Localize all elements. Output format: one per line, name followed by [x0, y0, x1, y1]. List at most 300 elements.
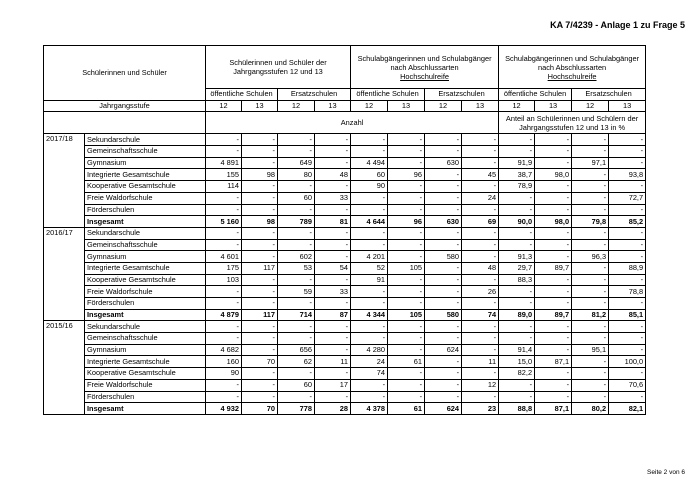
value-cell: -: [242, 333, 278, 345]
value-cell: -: [572, 274, 609, 286]
value-cell: -: [425, 274, 462, 286]
value-cell: 80,2: [572, 403, 609, 415]
value-cell: 175: [206, 262, 242, 274]
value-cell: -: [609, 321, 646, 333]
value-cell: -: [388, 298, 425, 310]
school-type-label: Förderschulen: [85, 204, 206, 216]
school-type-label: Gemeinschaftsschule: [85, 146, 206, 158]
document-reference: KA 7/4239 - Anlage 1 zu Frage 5: [550, 20, 685, 30]
table-row: [44, 146, 646, 158]
value-cell: -: [242, 274, 278, 286]
school-type-label: Sekundarschule: [85, 134, 206, 146]
value-cell: -: [462, 251, 499, 263]
value-cell: -: [462, 391, 499, 403]
table-row: [44, 262, 646, 274]
school-type-label: Insgesamt: [85, 216, 206, 228]
value-cell: -: [535, 321, 572, 333]
value-cell: -: [278, 239, 315, 251]
table-row: [44, 286, 646, 298]
value-cell: -: [425, 391, 462, 403]
value-cell: -: [425, 379, 462, 391]
value-cell: -: [572, 333, 609, 345]
table-row: [44, 169, 646, 181]
header-group-students: Schülerinnen und Schüler der Jahrgangsstufen 12 und 13: [206, 46, 351, 89]
value-cell: -: [462, 274, 499, 286]
header-anzahl: Anzahl: [206, 112, 499, 134]
grade-13: 13: [242, 100, 278, 112]
value-cell: -: [609, 274, 646, 286]
value-cell: 4 378: [351, 403, 388, 415]
value-cell: -: [315, 239, 351, 251]
school-type-label: Insgesamt: [85, 403, 206, 415]
value-cell: -: [609, 251, 646, 263]
value-cell: -: [278, 204, 315, 216]
value-cell: -: [388, 181, 425, 193]
value-cell: 114: [206, 181, 242, 193]
value-cell: -: [535, 192, 572, 204]
header-row-title: Schülerinnen und Schüler: [44, 46, 206, 101]
value-cell: 11: [315, 356, 351, 368]
value-cell: -: [535, 368, 572, 380]
value-cell: -: [242, 368, 278, 380]
value-cell: -: [462, 344, 499, 356]
value-cell: 4 932: [206, 403, 242, 415]
value-cell: -: [388, 321, 425, 333]
header-private-3: Ersatzschulen: [572, 89, 646, 101]
value-cell: -: [278, 321, 315, 333]
value-cell: -: [499, 379, 535, 391]
school-type-label: Gymnasium: [85, 157, 206, 169]
value-cell: -: [206, 333, 242, 345]
value-cell: 80: [278, 169, 315, 181]
year-cell: 2015/16: [44, 321, 85, 415]
value-cell: -: [206, 391, 242, 403]
value-cell: -: [388, 192, 425, 204]
value-cell: 105: [388, 262, 425, 274]
value-cell: -: [609, 227, 646, 239]
value-cell: 4 344: [351, 309, 388, 321]
page-number: Seite 2 von 6: [647, 469, 685, 476]
value-cell: 28: [315, 403, 351, 415]
value-cell: 155: [206, 169, 242, 181]
value-cell: -: [535, 157, 572, 169]
header-group-share-text: Schulabgängerinnen und Schulabgänger nach Abschlussarten: [505, 53, 640, 72]
value-cell: -: [315, 227, 351, 239]
value-cell: -: [499, 321, 535, 333]
value-cell: -: [206, 286, 242, 298]
value-cell: 89,0: [499, 309, 535, 321]
value-cell: -: [572, 204, 609, 216]
value-cell: -: [206, 239, 242, 251]
value-cell: -: [499, 286, 535, 298]
value-cell: 98,0: [535, 216, 572, 228]
value-cell: -: [351, 134, 388, 146]
grade-13: 13: [535, 100, 572, 112]
value-cell: 61: [388, 356, 425, 368]
value-cell: 88,8: [499, 403, 535, 415]
value-cell: 649: [278, 157, 315, 169]
value-cell: -: [535, 227, 572, 239]
value-cell: 81: [315, 216, 351, 228]
value-cell: -: [315, 251, 351, 263]
value-cell: -: [242, 204, 278, 216]
value-cell: 93,8: [609, 169, 646, 181]
value-cell: -: [572, 368, 609, 380]
value-cell: 580: [425, 309, 462, 321]
value-cell: -: [425, 368, 462, 380]
header-private-1: Ersatzschulen: [278, 89, 351, 101]
value-cell: 98,0: [535, 169, 572, 181]
value-cell: 24: [462, 192, 499, 204]
value-cell: -: [351, 298, 388, 310]
value-cell: -: [388, 391, 425, 403]
value-cell: 17: [315, 379, 351, 391]
value-cell: -: [535, 391, 572, 403]
year-cell: 2017/18: [44, 134, 85, 228]
value-cell: -: [242, 134, 278, 146]
value-cell: 4 891: [206, 157, 242, 169]
value-cell: 48: [462, 262, 499, 274]
value-cell: -: [499, 391, 535, 403]
table-row: [44, 204, 646, 216]
school-type-label: Freie Waldorfschule: [85, 379, 206, 391]
value-cell: -: [572, 379, 609, 391]
value-cell: -: [499, 204, 535, 216]
value-cell: -: [572, 239, 609, 251]
value-cell: -: [609, 391, 646, 403]
value-cell: -: [278, 368, 315, 380]
value-cell: -: [206, 134, 242, 146]
value-cell: -: [315, 333, 351, 345]
value-cell: -: [425, 321, 462, 333]
value-cell: -: [425, 356, 462, 368]
value-cell: -: [351, 204, 388, 216]
value-cell: 79,8: [572, 216, 609, 228]
value-cell: -: [351, 321, 388, 333]
value-cell: 95,1: [572, 344, 609, 356]
school-type-label: Integrierte Gesamtschule: [85, 169, 206, 181]
value-cell: -: [351, 192, 388, 204]
value-cell: 91: [351, 274, 388, 286]
value-cell: 53: [278, 262, 315, 274]
total-row: [44, 309, 646, 321]
value-cell: -: [315, 298, 351, 310]
value-cell: -: [206, 146, 242, 158]
grade-12: 12: [425, 100, 462, 112]
header-anteil: Anteil an Schülerinnen und Schülern der Jahrgangsstufen 12 und 13 in %: [499, 112, 646, 134]
school-type-label: Freie Waldorfschule: [85, 286, 206, 298]
value-cell: -: [388, 227, 425, 239]
value-cell: -: [242, 192, 278, 204]
value-cell: -: [499, 333, 535, 345]
table-row: [44, 274, 646, 286]
value-cell: 90: [351, 181, 388, 193]
value-cell: -: [609, 239, 646, 251]
table-row: [44, 157, 646, 169]
value-cell: 85,1: [609, 309, 646, 321]
value-cell: -: [278, 298, 315, 310]
grade-13: 13: [462, 100, 499, 112]
value-cell: -: [462, 181, 499, 193]
value-cell: -: [572, 181, 609, 193]
value-cell: -: [425, 286, 462, 298]
value-cell: -: [425, 204, 462, 216]
school-type-label: Gemeinschaftsschule: [85, 333, 206, 345]
value-cell: -: [572, 298, 609, 310]
value-cell: 74: [351, 368, 388, 380]
value-cell: 714: [278, 309, 315, 321]
value-cell: -: [499, 298, 535, 310]
value-cell: 54: [315, 262, 351, 274]
value-cell: 87,1: [535, 403, 572, 415]
value-cell: 5 160: [206, 216, 242, 228]
header-jahrgangsstufe: Jahrgangsstufe: [44, 100, 206, 112]
school-type-label: Gymnasium: [85, 344, 206, 356]
value-cell: -: [572, 192, 609, 204]
header-group-graduates-text: Schulabgängerinnen und Schulabgänger nach Abschlussarten: [357, 53, 492, 72]
value-cell: 4 601: [206, 251, 242, 263]
value-cell: -: [242, 157, 278, 169]
value-cell: -: [535, 286, 572, 298]
value-cell: -: [425, 169, 462, 181]
header-public-3: öffentliche Schulen: [499, 89, 572, 101]
value-cell: -: [351, 391, 388, 403]
header-blank: [44, 112, 206, 134]
value-cell: -: [425, 146, 462, 158]
value-cell: 105: [388, 309, 425, 321]
value-cell: -: [462, 321, 499, 333]
value-cell: 4 494: [351, 157, 388, 169]
value-cell: -: [425, 298, 462, 310]
value-cell: -: [278, 227, 315, 239]
header-group-graduates-underlined: Hochschulreife: [400, 71, 449, 81]
value-cell: 4 280: [351, 344, 388, 356]
value-cell: -: [242, 298, 278, 310]
value-cell: 778: [278, 403, 315, 415]
value-cell: -: [242, 227, 278, 239]
value-cell: 78,9: [499, 181, 535, 193]
value-cell: -: [572, 227, 609, 239]
value-cell: 89,7: [535, 309, 572, 321]
value-cell: -: [351, 146, 388, 158]
value-cell: 624: [425, 403, 462, 415]
value-cell: -: [388, 274, 425, 286]
value-cell: 59: [278, 286, 315, 298]
table-row: [44, 321, 646, 333]
year-cell: 2016/17: [44, 227, 85, 321]
total-row: [44, 403, 646, 415]
value-cell: 33: [315, 286, 351, 298]
value-cell: 70: [242, 403, 278, 415]
value-cell: -: [572, 321, 609, 333]
school-type-label: Integrierte Gesamtschule: [85, 356, 206, 368]
table-row: [44, 227, 646, 239]
value-cell: -: [315, 321, 351, 333]
value-cell: 98: [242, 216, 278, 228]
table-row: [44, 333, 646, 345]
value-cell: -: [351, 333, 388, 345]
value-cell: 100,0: [609, 356, 646, 368]
value-cell: -: [351, 227, 388, 239]
school-type-label: Förderschulen: [85, 391, 206, 403]
value-cell: -: [388, 368, 425, 380]
value-cell: -: [499, 239, 535, 251]
value-cell: 602: [278, 251, 315, 263]
school-type-label: Gymnasium: [85, 251, 206, 263]
value-cell: -: [278, 391, 315, 403]
value-cell: 96,3: [572, 251, 609, 263]
value-cell: -: [315, 146, 351, 158]
value-cell: 85,2: [609, 216, 646, 228]
header-public-2: öffentliche Schulen: [351, 89, 425, 101]
value-cell: 98: [242, 169, 278, 181]
value-cell: -: [388, 134, 425, 146]
value-cell: 103: [206, 274, 242, 286]
value-cell: 62: [278, 356, 315, 368]
value-cell: -: [425, 333, 462, 345]
value-cell: -: [535, 181, 572, 193]
value-cell: 4 879: [206, 309, 242, 321]
value-cell: 630: [425, 216, 462, 228]
value-cell: 160: [206, 356, 242, 368]
value-cell: -: [462, 227, 499, 239]
value-cell: -: [499, 192, 535, 204]
value-cell: -: [278, 181, 315, 193]
value-cell: -: [388, 333, 425, 345]
value-cell: 88,3: [499, 274, 535, 286]
value-cell: -: [388, 146, 425, 158]
value-cell: 60: [278, 192, 315, 204]
value-cell: 87: [315, 309, 351, 321]
value-cell: -: [242, 321, 278, 333]
value-cell: 89,7: [535, 262, 572, 274]
value-cell: -: [242, 239, 278, 251]
value-cell: -: [499, 146, 535, 158]
value-cell: 78,8: [609, 286, 646, 298]
value-cell: -: [278, 274, 315, 286]
table-row: [44, 379, 646, 391]
value-cell: 97,1: [572, 157, 609, 169]
value-cell: -: [499, 134, 535, 146]
value-cell: -: [388, 344, 425, 356]
value-cell: -: [388, 239, 425, 251]
value-cell: 33: [315, 192, 351, 204]
school-type-label: Förderschulen: [85, 298, 206, 310]
value-cell: 90: [206, 368, 242, 380]
value-cell: 90,0: [499, 216, 535, 228]
table-row: [44, 368, 646, 380]
value-cell: -: [609, 298, 646, 310]
school-type-label: Kooperative Gesamtschule: [85, 368, 206, 380]
value-cell: -: [462, 239, 499, 251]
school-type-label: Kooperative Gesamtschule: [85, 181, 206, 193]
value-cell: -: [351, 286, 388, 298]
value-cell: 11: [462, 356, 499, 368]
value-cell: -: [535, 274, 572, 286]
value-cell: -: [609, 368, 646, 380]
value-cell: -: [425, 192, 462, 204]
value-cell: 91,4: [499, 344, 535, 356]
header-private-2: Ersatzschulen: [425, 89, 499, 101]
value-cell: -: [572, 391, 609, 403]
value-cell: -: [278, 333, 315, 345]
statistics-table: [43, 45, 646, 415]
value-cell: -: [462, 204, 499, 216]
value-cell: -: [572, 356, 609, 368]
value-cell: -: [278, 134, 315, 146]
value-cell: 61: [388, 403, 425, 415]
value-cell: -: [206, 192, 242, 204]
value-cell: -: [572, 134, 609, 146]
value-cell: 88,9: [609, 262, 646, 274]
value-cell: -: [388, 157, 425, 169]
value-cell: -: [315, 368, 351, 380]
value-cell: -: [535, 251, 572, 263]
value-cell: -: [609, 157, 646, 169]
school-type-label: Integrierte Gesamtschule: [85, 262, 206, 274]
table-row: [44, 134, 646, 146]
school-type-label: Gemeinschaftsschule: [85, 239, 206, 251]
value-cell: 60: [278, 379, 315, 391]
value-cell: -: [388, 251, 425, 263]
grade-13: 13: [315, 100, 351, 112]
value-cell: 52: [351, 262, 388, 274]
value-cell: 45: [462, 169, 499, 181]
school-type-label: Sekundarschule: [85, 321, 206, 333]
value-cell: -: [206, 227, 242, 239]
value-cell: -: [535, 239, 572, 251]
value-cell: -: [535, 134, 572, 146]
value-cell: -: [315, 157, 351, 169]
value-cell: -: [315, 274, 351, 286]
value-cell: -: [242, 286, 278, 298]
grade-12: 12: [351, 100, 388, 112]
value-cell: -: [462, 333, 499, 345]
value-cell: -: [388, 286, 425, 298]
value-cell: -: [242, 181, 278, 193]
value-cell: -: [315, 134, 351, 146]
value-cell: -: [206, 321, 242, 333]
value-cell: -: [572, 169, 609, 181]
value-cell: -: [242, 344, 278, 356]
value-cell: -: [609, 146, 646, 158]
value-cell: 96: [388, 216, 425, 228]
value-cell: 4 644: [351, 216, 388, 228]
header-group-graduates: [351, 46, 499, 89]
table-row: [44, 356, 646, 368]
value-cell: -: [535, 379, 572, 391]
value-cell: -: [609, 344, 646, 356]
value-cell: 789: [278, 216, 315, 228]
total-row: [44, 216, 646, 228]
value-cell: 624: [425, 344, 462, 356]
value-cell: -: [206, 298, 242, 310]
value-cell: 87,1: [535, 356, 572, 368]
value-cell: -: [462, 368, 499, 380]
value-cell: 117: [242, 262, 278, 274]
value-cell: -: [425, 239, 462, 251]
header-group-graduates-share: [499, 46, 646, 89]
value-cell: -: [462, 134, 499, 146]
value-cell: 656: [278, 344, 315, 356]
value-cell: 91,3: [499, 251, 535, 263]
value-cell: -: [315, 391, 351, 403]
header-public-1: öffentliche Schulen: [206, 89, 278, 101]
school-type-label: Sekundarschule: [85, 227, 206, 239]
school-type-label: Kooperative Gesamtschule: [85, 274, 206, 286]
value-cell: 70: [242, 356, 278, 368]
value-cell: -: [388, 379, 425, 391]
